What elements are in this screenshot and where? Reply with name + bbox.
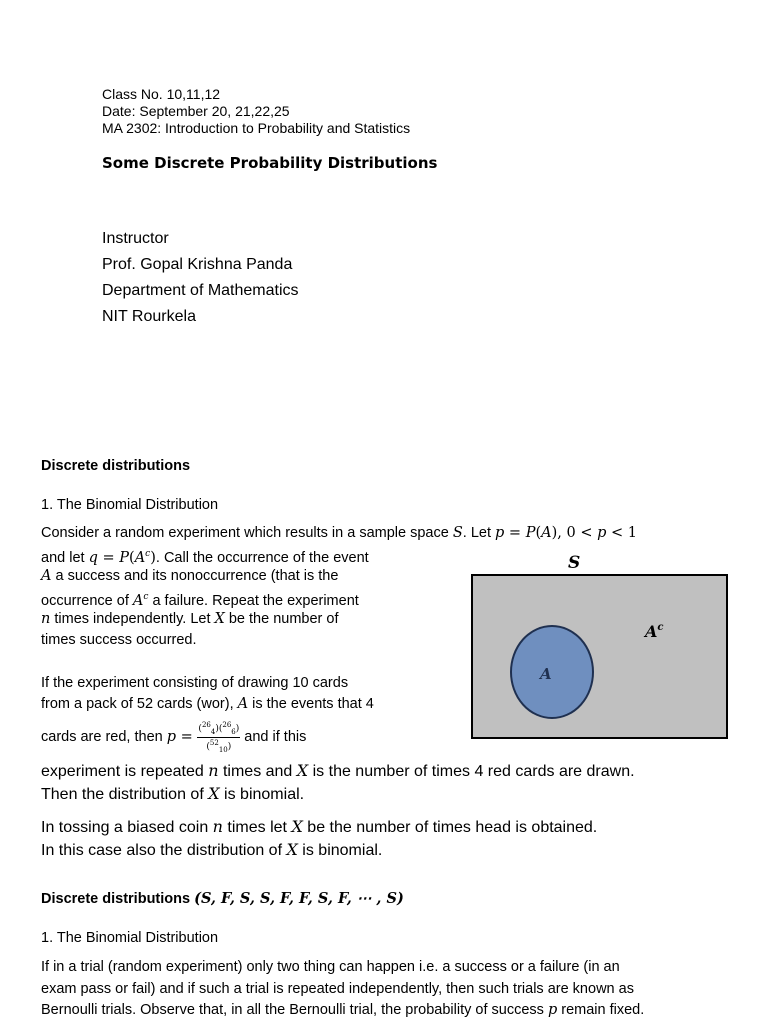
page-title: Some Discrete Probability Distributions: [102, 154, 438, 172]
paragraph-line: times success occurred.: [41, 632, 197, 648]
paragraph-line: cards are red, then p = $\frac{(^{26}_4)(^{26}_6)}{(^{52}_{10})}$ and if this: [41, 721, 307, 754]
paragraph-line: experiment is repeated n times and X is the number of times 4 red cards are drawn.: [41, 761, 635, 780]
event-a-circle: [511, 626, 593, 718]
paragraph-line: and let $q = P(A^c)$. Call the occurrence of the event: [41, 549, 369, 566]
paragraph-line: from a pack of 52 cards (wor), A is the events that 4: [41, 696, 374, 712]
instructor-institute: NIT Rourkela: [102, 308, 196, 325]
class-dates: Date: September 20, 21,22,25: [102, 103, 290, 119]
paragraph-line: In tossing a biased coin n times let X be the number of times head is obtained.: [41, 817, 598, 836]
paragraph-line: n times independently. Let X be the number of: [41, 611, 339, 627]
class-number: Class No. 10,11,12: [102, 86, 221, 102]
paragraph-line: Consider a random experiment which results in a sample space S. Let p = P(A), 0 < p < 1: [41, 525, 637, 541]
instructor-name: Prof. Gopal Krishna Panda: [102, 256, 293, 273]
instructor-department: Department of Mathematics: [102, 282, 299, 299]
complement-label: $A^c$: [645, 622, 664, 641]
section-subheading: 1. The Binomial Distribution: [41, 497, 219, 513]
section-heading: Discrete distributions (S, F, S, S, F, F, S, F, ⋯ , S): [41, 890, 404, 907]
paragraph-line: If in a trial (random experiment) only two thing can happen i.e. a success or a failure (in an: [41, 959, 620, 975]
section-heading: Discrete distributions: [41, 458, 191, 474]
sample-space-box: [472, 575, 727, 738]
instructor-label: Instructor: [102, 230, 169, 247]
sample-space-label: S: [568, 553, 581, 573]
paragraph-line: occurrence of $A^c$ a failure. Repeat the experiment: [41, 592, 359, 609]
event-a-label: A: [540, 665, 552, 683]
sequence-notation: (S, F, S, S, F, F, S, F, ⋯ , S): [194, 890, 404, 907]
paragraph-line: Then the distribution of X is binomial.: [41, 784, 305, 803]
section-subheading: 1. The Binomial Distribution: [41, 930, 219, 946]
paragraph-line: exam pass or fail) and if such a trial is repeated independently, then such trials are known as: [41, 981, 634, 997]
venn-diagram: [465, 548, 735, 743]
paragraph-line: In this case also the distribution of X is binomial.: [41, 840, 383, 859]
paragraph-line: If the experiment consisting of drawing 10 cards: [41, 675, 349, 691]
course-title: MA 2302: Introduction to Probability and Statistics: [102, 120, 411, 136]
paragraph-line: Bernoulli trials. Observe that, in all the Bernoulli trial, the probability of success p remain fixed.: [41, 1002, 645, 1018]
paragraph-line: A a success and its nonoccurrence (that is the: [41, 568, 339, 584]
probability-fraction: $\frac{(^{26}_4)(^{26}_6)}{(^{52}_{10})}$: [198, 721, 240, 754]
